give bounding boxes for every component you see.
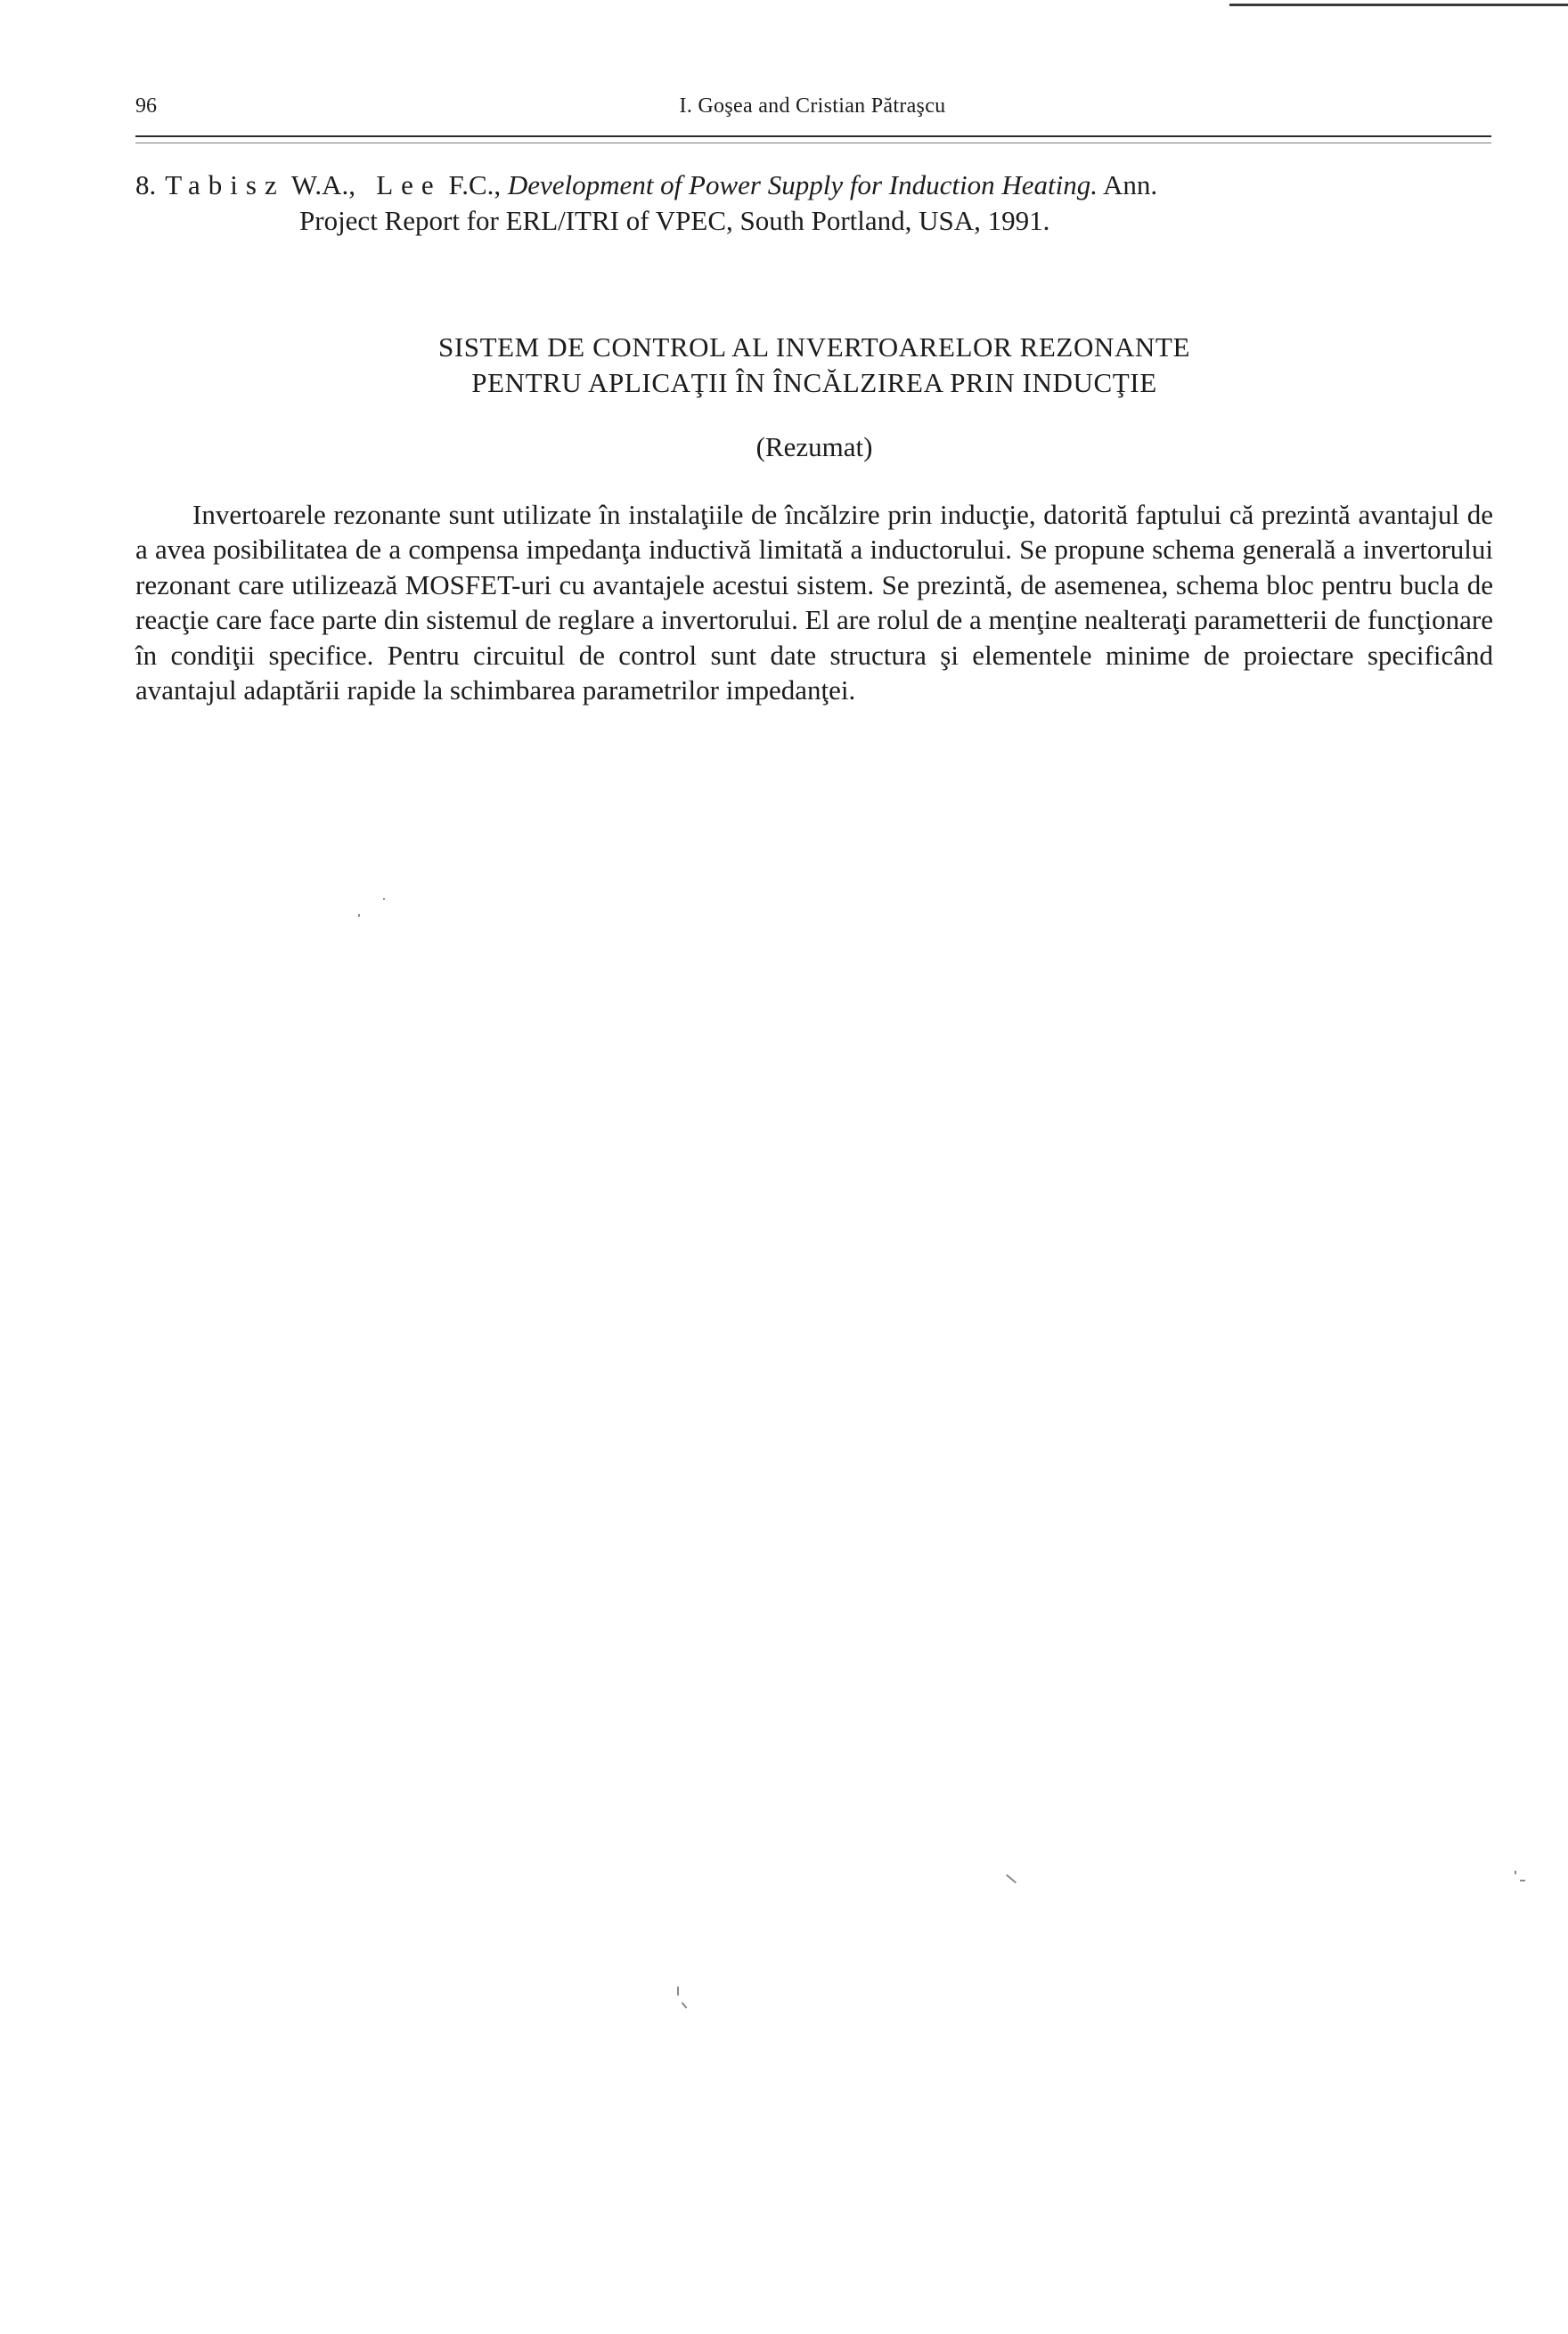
header-rule: [135, 135, 1491, 137]
scan-speck: [383, 898, 385, 900]
running-header: [135, 94, 1490, 123]
scan-speck: [1006, 1874, 1017, 1884]
reference-line-2: Project Report for ERL/ITRI of VPEC, South Portland, USA, 1991.: [299, 205, 1050, 236]
reference-author-2: Lee: [376, 169, 442, 200]
abstract-title-line-2: PENTRU APLICAŢII ÎN ÎNCĂLZIREA PRIN INDUCŢIE: [471, 367, 1157, 398]
abstract-title-line-1: SISTEM DE CONTROL AL INVERTOARELOR REZONANTE: [438, 331, 1190, 363]
reference-author-1: Tabisz: [165, 169, 285, 200]
reference-number: 8.: [135, 169, 157, 200]
scan-speck: [682, 2002, 688, 2008]
scan-speck: [677, 1987, 679, 1995]
reference-title: Development of Power Supply for Induction Heating.: [507, 169, 1098, 200]
reference-line-1: [135, 167, 1493, 203]
scan-speck: [1520, 1880, 1525, 1881]
abstract-body: Invertoarele rezonante sunt utilizate în instalaţiile de încălzire prin inducţie, datorită faptului că prezintă avantajul de a avea posibilitatea de a compensa impedanţa inductivă limitată a inductorului. Se propune schema generală a invertorului rezonant care utilizează MOSFET-uri cu avantajele acestui sistem. Se prezintă, de asemenea, schema bloc pentru bucla de reacţie care face parte din sistemul de reglare a invertorului. El are rolul de a menţine nealteraţi parametterii de funcţionare în condiţii specifice. Pentru circuitul de control sunt date structura şi elementele minime de proiectare specificând avantajul adaptării rapide la schimbarea parametrilor impedanţei.: [135, 499, 1493, 706]
abstract-title: [135, 330, 1493, 401]
scan-edge-line: [1229, 4, 1568, 6]
reference-author-1-initials: W.A.,: [290, 169, 355, 200]
reference-ann: Ann.: [1103, 169, 1158, 200]
page-number: 96: [135, 94, 157, 118]
reference-author-2-initials: F.C.,: [448, 169, 502, 200]
reference-entry: [135, 167, 1493, 239]
abstract-subtitle: (Rezumat): [755, 431, 873, 462]
running-header-authors: I. Goşea and Cristian Pătraşcu: [679, 94, 946, 118]
scan-speck: [1515, 1871, 1516, 1874]
scan-speck: [358, 914, 360, 917]
